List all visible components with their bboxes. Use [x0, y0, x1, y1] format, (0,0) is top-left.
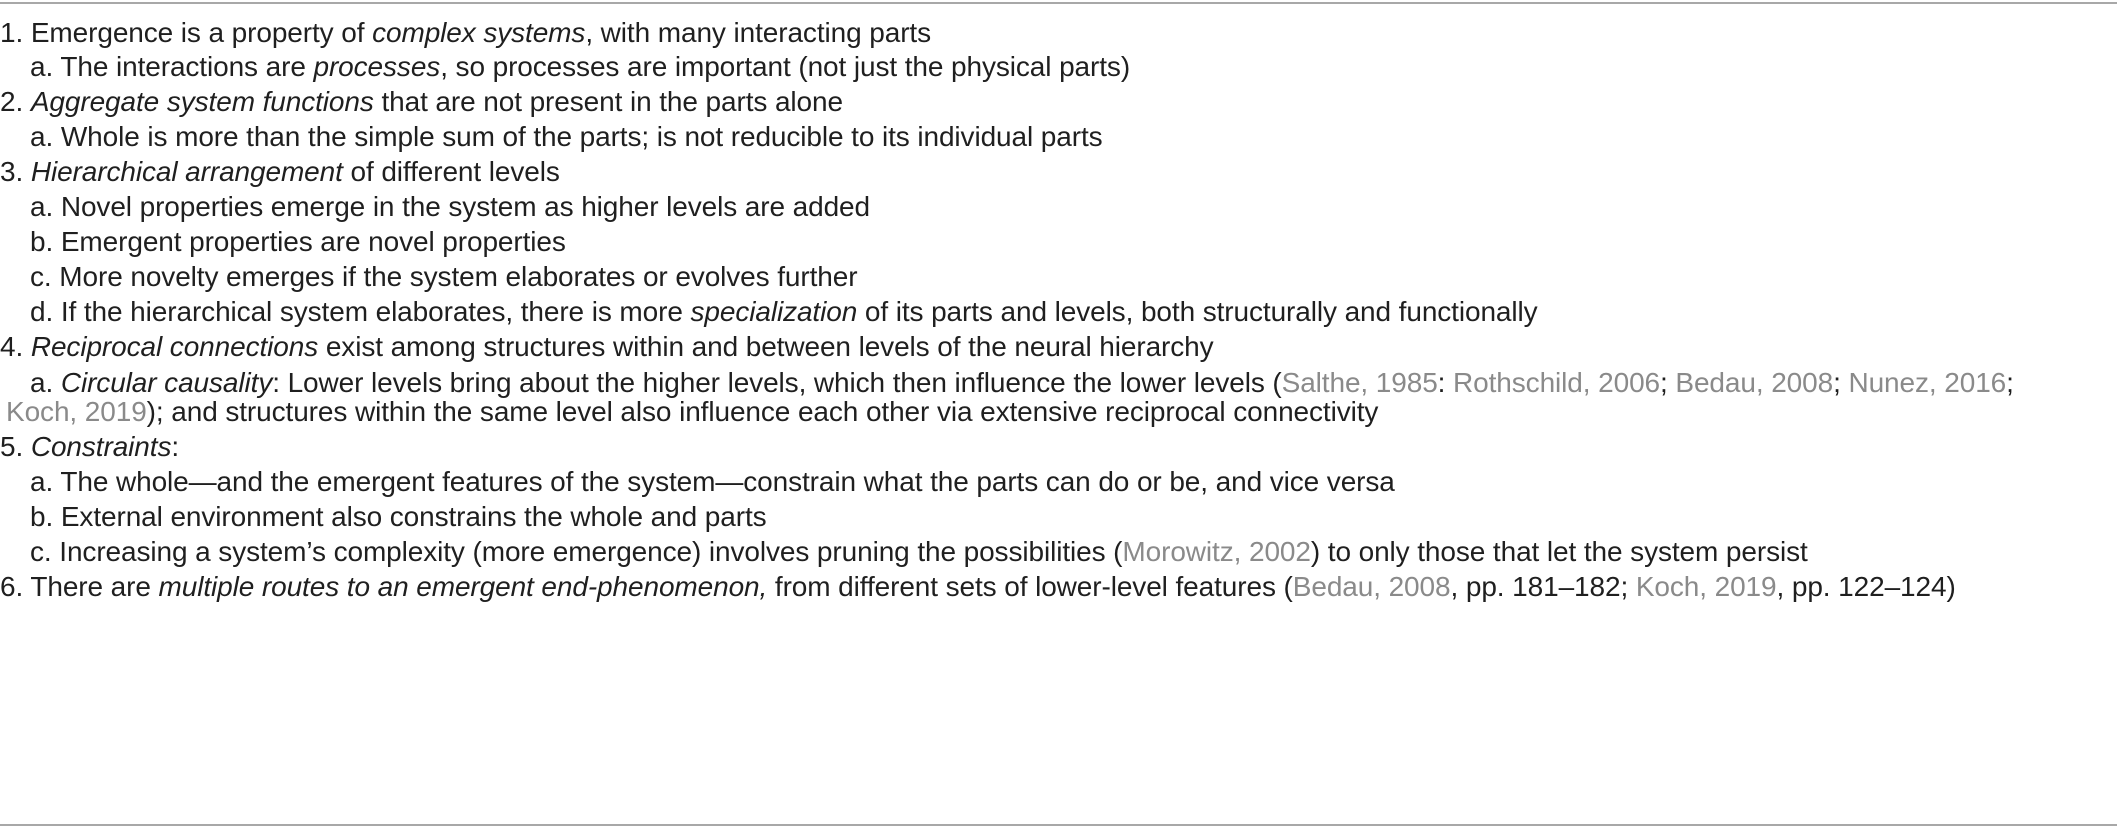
- item-4a-continuation: Koch, 2019); and structures within the same level also influence each other via extensive reciprocal connectivity: [6, 396, 1379, 427]
- item-1a: a. The interactions are processes, so processes are important (not just the physical parts): [30, 51, 1131, 82]
- subitem-letter: a.: [30, 121, 54, 152]
- item-number: 2.: [0, 86, 24, 117]
- citation-link[interactable]: Bedau, 2008: [1292, 571, 1451, 602]
- item-3b: b. Emergent properties are novel properties: [30, 226, 566, 257]
- subitem-letter: d.: [30, 296, 54, 327]
- bottom-rule: [0, 824, 2117, 826]
- subitem-letter: a.: [30, 51, 54, 82]
- item-number: 1.: [0, 17, 24, 48]
- item-number: 5.: [0, 431, 24, 462]
- item-3d: d. If the hierarchical system elaborates, there is more specialization of its parts and levels, both structurally and functionally: [30, 296, 1538, 327]
- item-2a: a. Whole is more than the simple sum of the parts; is not reducible to its individual parts: [30, 121, 1103, 152]
- item-number: 4.: [0, 331, 24, 362]
- citation-link[interactable]: Koch, 2019: [6, 396, 147, 427]
- subitem-letter: a.: [30, 367, 54, 398]
- item-5b: b. External environment also constrains the whole and parts: [30, 501, 767, 532]
- item-1: 1. Emergence is a property of complex systems, with many interacting parts: [0, 17, 932, 48]
- item-3c: c. More novelty emerges if the system elaborates or evolves further: [30, 261, 858, 292]
- item-2: 2. Aggregate system functions that are not present in the parts alone: [0, 86, 843, 117]
- citation-link[interactable]: Salthe, 1985: [1281, 367, 1438, 398]
- item-4a: a. Circular causality: Lower levels bring about the higher levels, which then influence the lower levels (Salthe, 1985: Rothschild, 2006; Bedau, 2008; Nunez, 2016;: [30, 367, 2014, 398]
- subitem-letter: c.: [30, 261, 52, 292]
- item-3a: a. Novel properties emerge in the system as higher levels are added: [30, 191, 870, 222]
- citation-link[interactable]: Nunez, 2016: [1848, 367, 2007, 398]
- subitem-letter: b.: [30, 501, 54, 532]
- citation-link[interactable]: Morowitz, 2002: [1122, 536, 1311, 567]
- subitem-letter: b.: [30, 226, 54, 257]
- citation-link[interactable]: Bedau, 2008: [1675, 367, 1834, 398]
- item-6: 6. There are multiple routes to an emergent end-phenomenon, from different sets of lower-level features (Bedau, 2008, pp. 181–182; Koch, 2019, pp. 122–124): [0, 571, 1956, 602]
- top-rule: [0, 2, 2117, 4]
- subitem-letter: a.: [30, 466, 54, 497]
- item-4: 4. Reciprocal connections exist among structures within and between levels of the neural hierarchy: [0, 331, 1214, 362]
- item-5c: c. Increasing a system’s complexity (more emergence) involves pruning the possibilities (Morowitz, 2002) to only those that let the system persist: [30, 536, 1808, 567]
- citation-link[interactable]: Rothschild, 2006: [1453, 367, 1661, 398]
- item-number: 3.: [0, 156, 24, 187]
- subitem-letter: c.: [30, 536, 52, 567]
- item-number: 6.: [0, 571, 24, 602]
- citation-link[interactable]: Koch, 2019: [1635, 571, 1777, 602]
- subitem-letter: a.: [30, 191, 54, 222]
- item-3: 3. Hierarchical arrangement of different levels: [0, 156, 560, 187]
- item-5: 5. Constraints:: [0, 431, 180, 462]
- item-5a: a. The whole—and the emergent features of the system—constrain what the parts can do or be, and vice versa: [30, 466, 1395, 497]
